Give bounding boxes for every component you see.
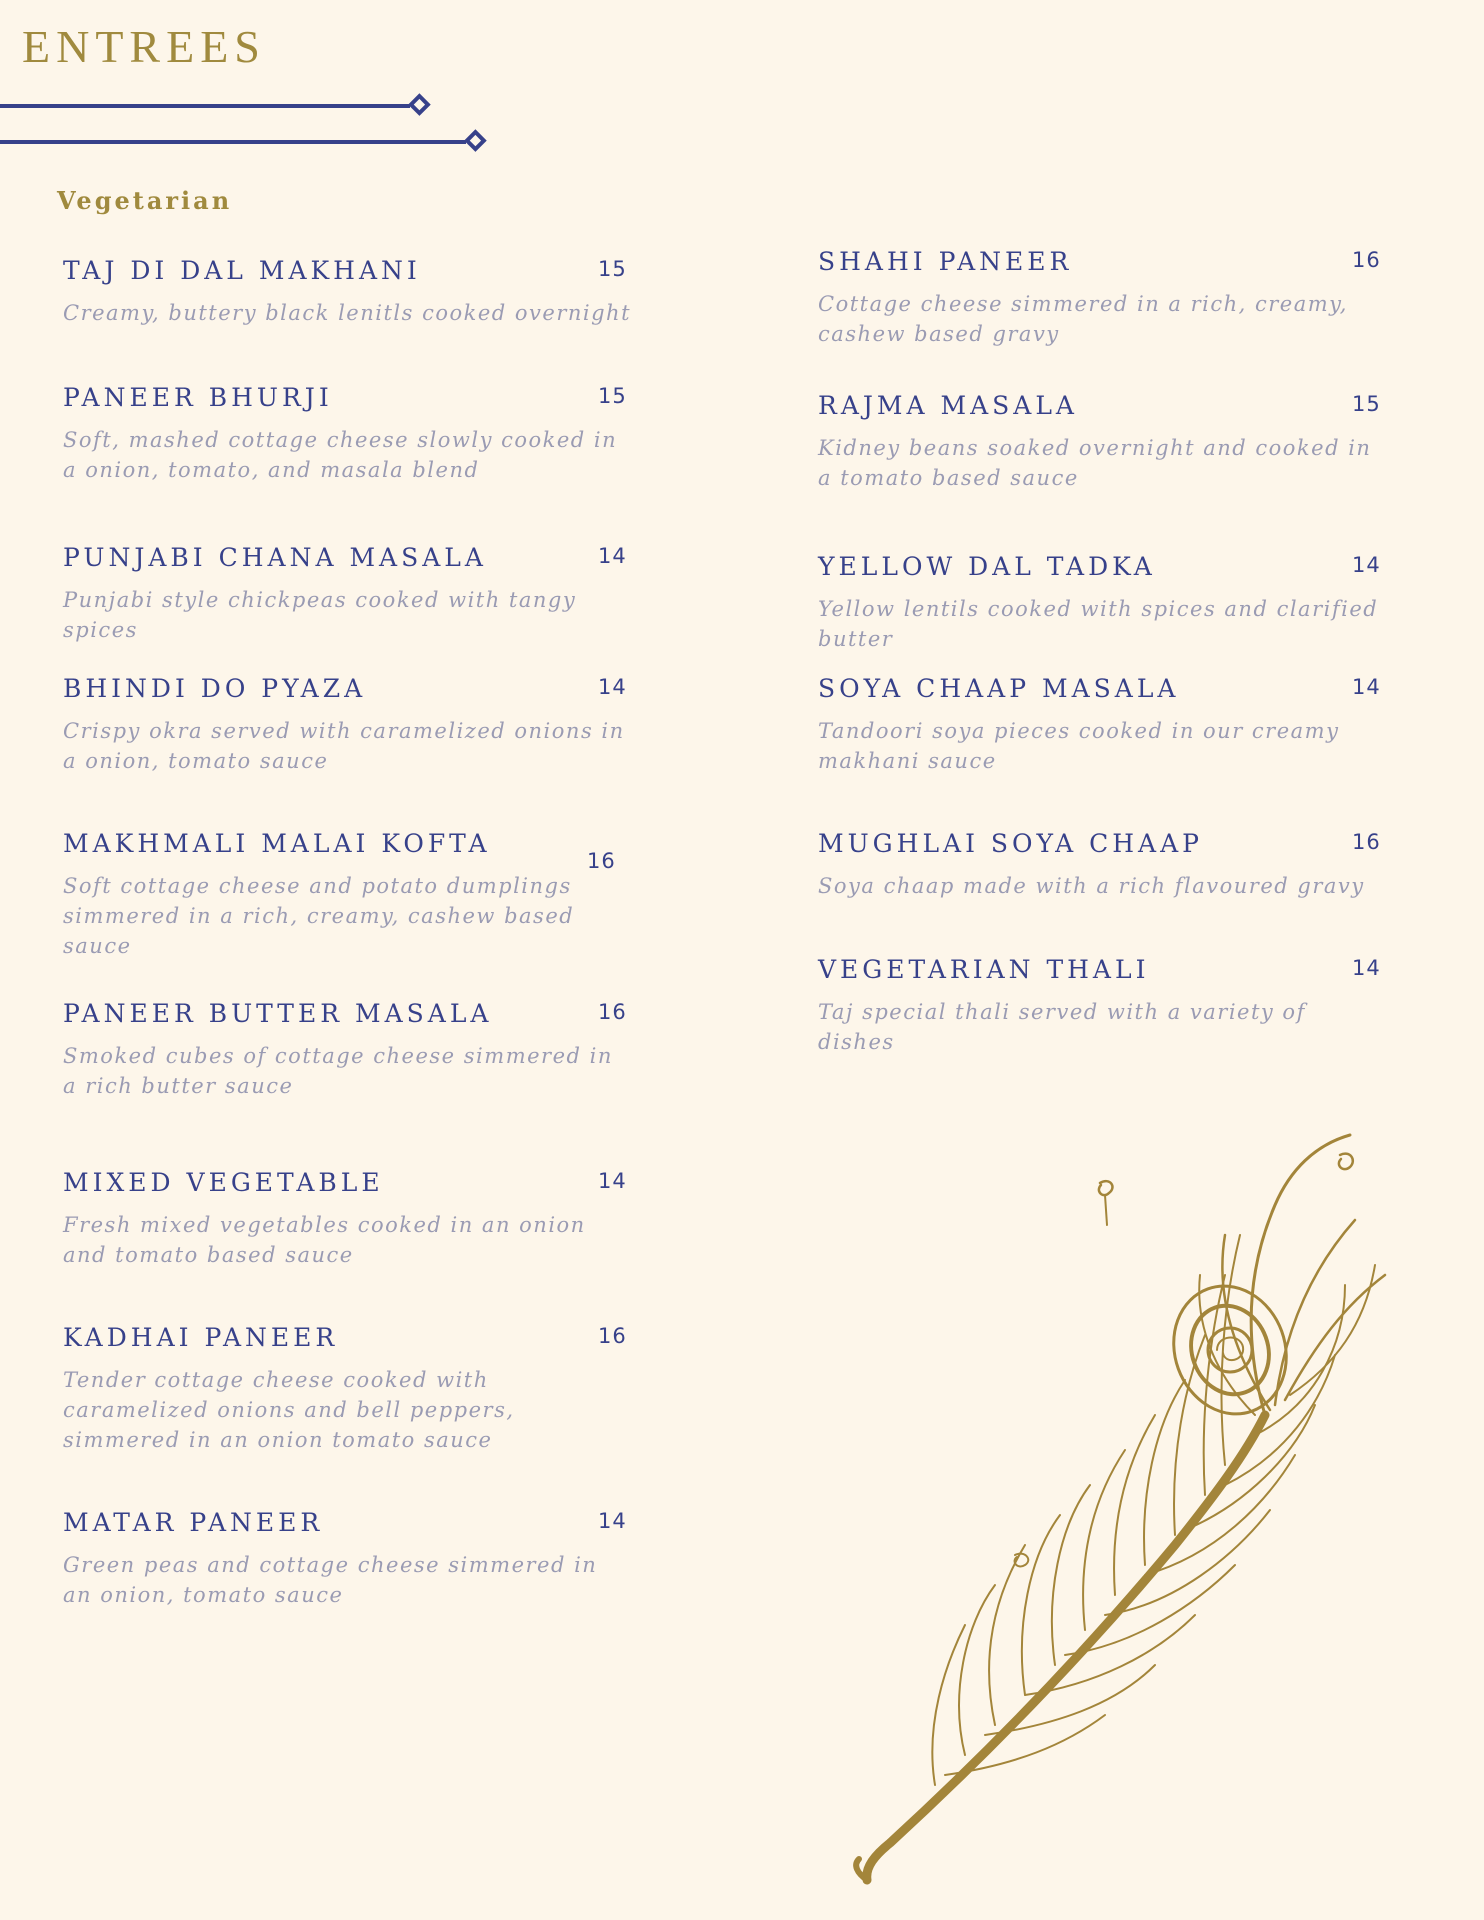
menu-item-price: 15 bbox=[598, 384, 627, 408]
menu-item-price: 14 bbox=[598, 1509, 627, 1533]
menu-item-description: Fresh mixed vegetables cooked in an onion and tomato based sauce bbox=[63, 1213, 586, 1267]
menu-item-price: 14 bbox=[598, 1169, 627, 1193]
menu-item-description: Crispy okra served with caramelized onions in a onion, tomato sauce bbox=[63, 719, 625, 773]
menu-item-name: MIXED VEGETABLE bbox=[63, 1168, 384, 1197]
menu-item-name: VEGETARIAN THALI bbox=[818, 955, 1150, 984]
menu-item-name: BHINDI DO PYAZA bbox=[63, 674, 367, 703]
menu-item bbox=[818, 389, 1408, 493]
menu-item bbox=[63, 672, 653, 776]
menu-item bbox=[818, 827, 1408, 901]
menu-item-description: Soft cottage cheese and potato dumplings simmered in a rich, creamy, cashew based sauce bbox=[63, 874, 575, 958]
menu-item bbox=[818, 245, 1408, 349]
menu-item bbox=[63, 1506, 653, 1610]
menu-item-price: 16 bbox=[1352, 248, 1381, 272]
menu-item-description: Smoked cubes of cottage cheese simmered in a rich butter sauce bbox=[63, 1044, 613, 1098]
menu-item-description: Cottage cheese simmered in a rich, creamy, cashew based gravy bbox=[818, 292, 1348, 346]
menu-item-name: PANEER BHURJI bbox=[63, 383, 333, 412]
menu-item-price: 14 bbox=[1352, 553, 1381, 577]
menu-item bbox=[63, 827, 653, 961]
menu-item-name: PUNJABI CHANA MASALA bbox=[63, 543, 487, 572]
menu-item bbox=[63, 541, 653, 645]
menu-item bbox=[63, 997, 653, 1101]
menu-item bbox=[818, 953, 1408, 1057]
menu-item-name: KADHAI PANEER bbox=[63, 1323, 339, 1352]
menu-item-name: SHAHI PANEER bbox=[818, 247, 1073, 276]
menu-item-name: MAKHMALI MALAI KOFTA bbox=[63, 829, 491, 858]
menu-item-name: TAJ DI DAL MAKHANI bbox=[63, 256, 421, 285]
menu-item-description: Soft, mashed cottage cheese slowly cooked in a onion, tomato, and masala blend bbox=[63, 428, 618, 482]
menu-item-name: RAJMA MASALA bbox=[818, 391, 1078, 420]
menu-item-description: Tender cottage cheese cooked with caramelized onions and bell peppers, simmered in an onion tomato sauce bbox=[63, 1368, 515, 1452]
peacock-feather-icon bbox=[845, 1125, 1465, 1905]
menu-item-price: 16 bbox=[598, 1000, 627, 1024]
menu-item bbox=[63, 381, 653, 485]
menu-item-name: YELLOW DAL TADKA bbox=[818, 552, 1156, 581]
menu-item-price: 14 bbox=[598, 675, 627, 699]
menu-item-price: 16 bbox=[587, 849, 616, 873]
menu-item-description: Tandoori soya pieces cooked in our creamy makhani sauce bbox=[818, 719, 1340, 773]
menu-item-price: 16 bbox=[598, 1324, 627, 1348]
page-title: ENTREES bbox=[22, 21, 266, 72]
menu-item-description: Creamy, buttery black lenitls cooked overnight bbox=[63, 301, 632, 325]
menu-item bbox=[63, 1166, 653, 1270]
menu-item-description: Yellow lentils cooked with spices and clarified butter bbox=[818, 597, 1379, 651]
menu-item-price: 16 bbox=[1352, 830, 1381, 854]
menu-item bbox=[63, 1321, 653, 1455]
menu-item-price: 14 bbox=[1352, 675, 1381, 699]
menu-item-price: 14 bbox=[1352, 956, 1381, 980]
menu-item-price: 15 bbox=[598, 257, 627, 281]
menu-item-description: Taj special thali served with a variety of dishes bbox=[818, 1000, 1306, 1054]
menu-item bbox=[818, 672, 1408, 776]
menu-item bbox=[63, 254, 653, 328]
menu-item-description: Kidney beans soaked overnight and cooked in a tomato based sauce bbox=[818, 436, 1372, 490]
menu-item-description: Punjabi style chickpeas cooked with tangy spices bbox=[63, 588, 577, 642]
menu-item-name: MUGHLAI SOYA CHAAP bbox=[818, 829, 1203, 858]
menu-item-price: 15 bbox=[1352, 392, 1381, 416]
menu-item-description: Soya chaap made with a rich flavoured gravy bbox=[818, 874, 1365, 898]
menu-item-description: Green peas and cottage cheese simmered in an onion, tomato sauce bbox=[63, 1553, 598, 1607]
section-heading: Vegetarian bbox=[57, 186, 233, 215]
divider-ornament bbox=[0, 90, 500, 250]
menu-item-name: MATAR PANEER bbox=[63, 1508, 324, 1537]
menu-item-name: PANEER BUTTER MASALA bbox=[63, 999, 493, 1028]
menu-item-name: SOYA CHAAP MASALA bbox=[818, 674, 1180, 703]
menu-item bbox=[818, 550, 1408, 654]
menu-item-price: 14 bbox=[598, 544, 627, 568]
